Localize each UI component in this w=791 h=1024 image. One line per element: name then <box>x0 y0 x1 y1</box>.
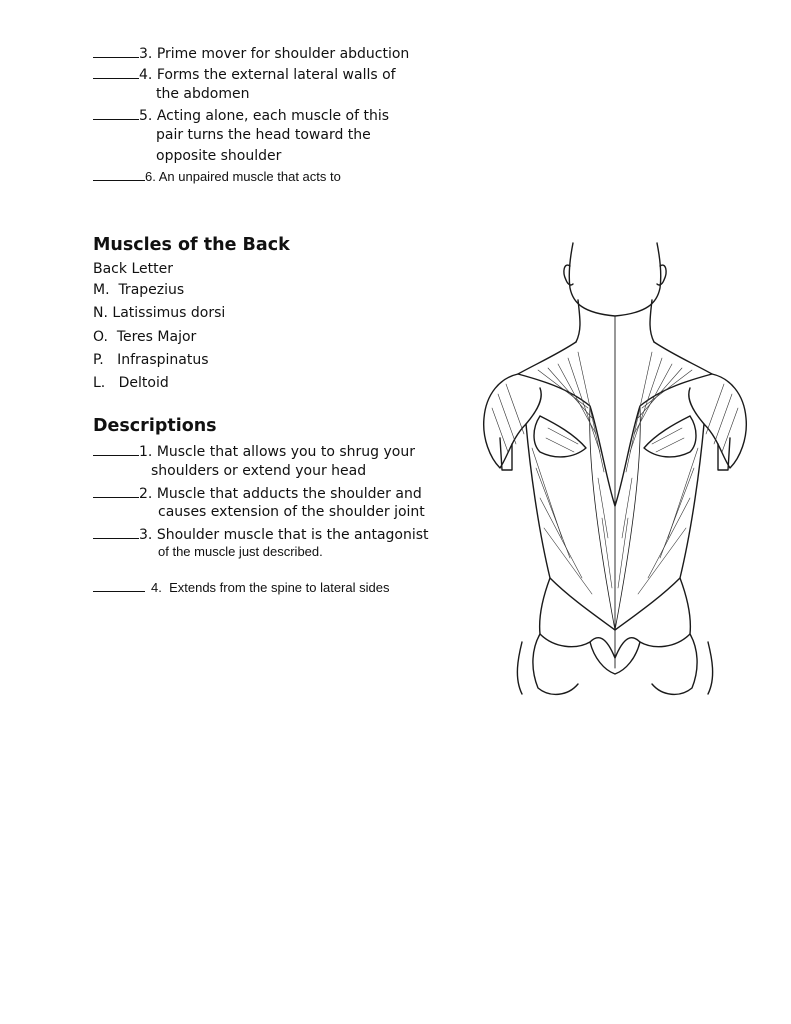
item-text: Shoulder muscle that is the antagonist <box>156 527 429 543</box>
column-label: Back Letter <box>93 261 173 277</box>
answer-blank[interactable] <box>93 64 139 79</box>
top-item-5 <box>93 105 389 125</box>
item-text: An unpaired muscle that acts to <box>158 169 341 184</box>
item-number: 4. <box>151 580 162 595</box>
muscle-letter: M. <box>93 282 110 298</box>
muscle-letter: L. <box>93 375 106 391</box>
item-number: 2. <box>139 486 153 502</box>
back-muscles-heading: Muscles of the Back <box>93 235 290 255</box>
item-continuation: causes extension of the shoulder joint <box>158 504 425 520</box>
muscle-name: Deltoid <box>118 375 169 391</box>
muscle-list-item <box>93 374 169 392</box>
item-text: Forms the external lateral walls of <box>156 67 396 83</box>
muscle-list-item <box>93 328 196 346</box>
answer-blank[interactable] <box>93 483 139 498</box>
muscle-letter: N. <box>93 305 108 321</box>
muscle-name: Infraspinatus <box>117 352 209 368</box>
item-number: 3. <box>139 46 153 62</box>
item-text: Acting alone, each muscle of this <box>156 108 390 124</box>
answer-blank[interactable] <box>93 524 139 539</box>
description-item-2 <box>93 483 422 503</box>
muscle-list-item <box>93 281 184 299</box>
answer-blank[interactable] <box>93 166 145 181</box>
item-number: 3. <box>139 527 153 543</box>
item-continuation: opposite shoulder <box>156 148 282 164</box>
item-continuation: shoulders or extend your head <box>151 463 367 479</box>
item-text: Muscle that adducts the shoulder and <box>156 486 422 502</box>
item-text: Prime mover for shoulder abduction <box>156 46 410 62</box>
muscle-list-item <box>93 304 225 322</box>
muscle-name: Latissimus dorsi <box>112 305 226 321</box>
answer-blank[interactable] <box>93 43 139 58</box>
muscle-list-item <box>93 351 209 369</box>
muscle-name: Teres Major <box>116 329 197 345</box>
item-number: 6. <box>145 169 156 184</box>
item-number: 5. <box>139 108 153 124</box>
description-item-4 <box>93 577 389 597</box>
descriptions-heading: Descriptions <box>93 416 217 436</box>
top-item-6 <box>93 166 341 186</box>
item-continuation: of the muscle just described. <box>158 544 323 559</box>
muscle-letter: P. <box>93 352 104 368</box>
muscle-letter: O. <box>93 329 108 345</box>
top-item-3 <box>93 43 409 63</box>
item-text: Extends from the spine to lateral sides <box>169 580 390 595</box>
answer-blank[interactable] <box>93 441 139 456</box>
muscle-name: Trapezius <box>118 282 185 298</box>
item-continuation: pair turns the head toward the <box>156 127 371 143</box>
answer-blank[interactable] <box>93 105 139 120</box>
back-muscles-illustration <box>478 238 752 702</box>
answer-blank[interactable] <box>93 577 145 592</box>
item-continuation: the abdomen <box>156 86 250 102</box>
description-item-1 <box>93 441 415 461</box>
item-text: Muscle that allows you to shrug your <box>156 444 415 460</box>
description-item-3 <box>93 524 429 544</box>
top-item-4 <box>93 64 396 84</box>
item-number: 1. <box>139 444 153 460</box>
item-number: 4. <box>139 67 153 83</box>
